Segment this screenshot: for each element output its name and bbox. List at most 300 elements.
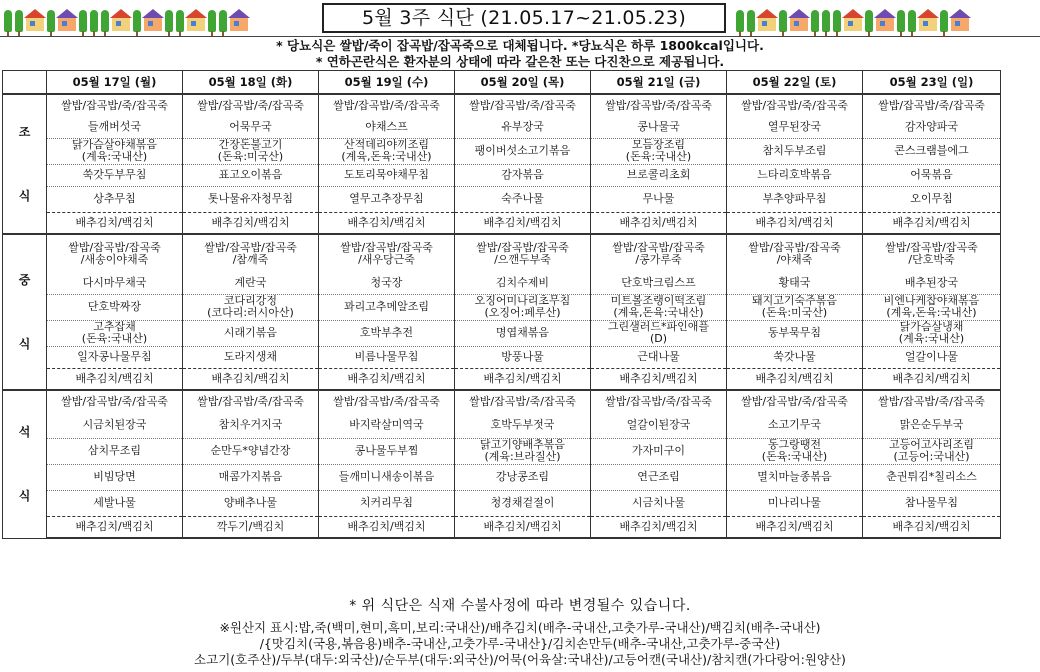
house-icon: [758, 17, 776, 31]
menu-cell: [183, 368, 319, 390]
menu-item: 배추김치/백김치: [483, 371, 562, 385]
menu-cell: [183, 138, 319, 164]
meal-label-char: 중: [18, 273, 31, 287]
menu-cell: [455, 212, 591, 234]
menu-item-line: 모듬장조림: [631, 138, 686, 151]
menu-item: 쑥갓두부무침: [82, 168, 147, 181]
house-icon: [58, 17, 76, 31]
menu-item: 일자콩나물무침: [77, 350, 152, 363]
menu-item: 도토리묵야채무침: [343, 168, 429, 181]
menu-item-line: (계육,돈육:국내산): [341, 150, 432, 163]
menu-item: 배추김치/백김치: [347, 215, 426, 229]
header-divider: [0, 36, 1040, 37]
menu-item-line: 돼지고기숙주볶음: [751, 294, 837, 307]
menu-item-line: (오징어:페루산): [484, 306, 561, 319]
menu-item: 배추김치/백김치: [892, 519, 971, 533]
menu-item: 배추김치/백김치: [75, 371, 154, 385]
menu-cell: [183, 438, 319, 464]
house-icon: [230, 17, 248, 31]
menu-cell: [47, 368, 183, 390]
menu-cell: [183, 516, 319, 538]
menu-row: [3, 464, 1001, 490]
menu-item: 쌀밥/잡곡밥/죽/잡곡죽: [469, 394, 576, 408]
menu-item: 김치수제비: [495, 275, 550, 289]
origin-line: ※원산지 표시:밥,죽(백미,현미,흑미,보리:국내산)/배추김치(배추-국내산,고춧가루-국내산)/백김치(배추-국내산): [219, 620, 821, 635]
menu-item: 배추김치/백김치: [619, 371, 698, 385]
menu-item-line: (계육,돈육:국내산): [613, 306, 704, 319]
meal-label-dinner: [3, 390, 47, 538]
meal-label-char: 식: [18, 337, 31, 351]
menu-cell: [591, 164, 727, 186]
menu-item: 단호박짜장: [87, 300, 142, 313]
menu-cell: [591, 412, 727, 438]
menu-item-line: 쌀밥/잡곡밥/잡곡죽: [612, 240, 705, 254]
menu-row: [3, 138, 1001, 164]
menu-item: 시금치된장국: [82, 417, 147, 431]
tree-icon: [833, 10, 841, 32]
menu-cell: [183, 94, 319, 116]
meal-label-char: [3, 140, 46, 156]
menu-item-line: /콩가루죽: [635, 252, 682, 266]
menu-cell: [319, 438, 455, 464]
menu-item: 감자볶음: [501, 168, 544, 181]
menu-item: 청국장: [370, 275, 403, 289]
menu-cell: [47, 212, 183, 234]
menu-cell: [455, 438, 591, 464]
menu-row: [3, 368, 1001, 390]
menu-cell: [455, 490, 591, 516]
tree-icon: [208, 10, 216, 32]
menu-row: [3, 94, 1001, 116]
menu-cell: [591, 390, 727, 412]
menu-cell: [47, 138, 183, 164]
menu-item: 감자양파국: [904, 119, 959, 133]
menu-item: 세발나물: [93, 496, 136, 509]
house-icon: [187, 17, 205, 31]
menu-item: 열무고추장무침: [349, 192, 424, 205]
menu-cell: [727, 272, 863, 294]
day-header: 05월 18일 (화): [183, 71, 319, 95]
menu-item: 쌀밥/잡곡밥/죽/잡곡죽: [605, 98, 712, 112]
menu-cell: [863, 346, 1001, 368]
menu-item: 쌀밥/잡곡밥/죽/잡곡죽: [333, 98, 440, 112]
menu-item: 부추양파무침: [762, 192, 827, 205]
menu-cell: [455, 234, 591, 272]
menu-cell: [863, 294, 1001, 320]
menu-cell: [47, 438, 183, 464]
menu-item: 배추김치/백김치: [755, 519, 834, 533]
meal-label-char: [3, 440, 46, 456]
menu-cell: [183, 294, 319, 320]
menu-item: 들깨버섯국: [87, 119, 142, 133]
menu-cell: [47, 464, 183, 490]
menu-cell: [727, 516, 863, 538]
day-header: 05월 17일 (월): [47, 71, 183, 95]
menu-row: [3, 320, 1001, 346]
menu-item-line: 미트볼조랭이떡조림: [610, 294, 707, 307]
meal-label-char: [3, 172, 46, 188]
menu-cell: [455, 516, 591, 538]
menu-item-line: 쌀밥/잡곡밥/잡곡죽: [68, 240, 161, 254]
menu-cell: [863, 138, 1001, 164]
menu-cell: [591, 138, 727, 164]
menu-cell: [591, 272, 727, 294]
tree-icon: [133, 10, 141, 32]
menu-item: 쌀밥/잡곡밥/죽/잡곡죽: [61, 98, 168, 112]
tree-icon: [219, 10, 227, 32]
menu-item-line: 비엔나케찹야채볶음: [883, 294, 980, 307]
menu-row: [3, 346, 1001, 368]
menu-item-line: 쌀밥/잡곡밥/잡곡죽: [885, 240, 978, 254]
tree-icon: [101, 10, 109, 32]
menu-item: 얼갈이나물: [904, 350, 959, 363]
menu-cell: [183, 412, 319, 438]
menu-cell: [183, 186, 319, 212]
menu-row: [3, 294, 1001, 320]
tree-icon: [90, 10, 98, 32]
menu-item: 배추김치/백김치: [75, 215, 154, 229]
menu-item: 쌀밥/잡곡밥/죽/잡곡죽: [605, 394, 712, 408]
menu-cell: [455, 390, 591, 412]
menu-item: 치커리무침: [359, 496, 414, 509]
menu-item: 참나물무침: [904, 496, 959, 509]
menu-item: 상추무침: [93, 192, 136, 205]
menu-cell: [863, 116, 1001, 138]
menu-item: 쌀밥/잡곡밥/죽/잡곡죽: [878, 394, 985, 408]
menu-cell: [455, 138, 591, 164]
menu-cell: [863, 438, 1001, 464]
menu-item: 어묵무국: [229, 119, 272, 133]
menu-cell: [319, 516, 455, 538]
menu-item-line: 쌀밥/잡곡밥/잡곡죽: [204, 240, 297, 254]
menu-item: 콩나물국: [637, 119, 680, 133]
menu-cell: [47, 164, 183, 186]
menu-cell: [455, 94, 591, 116]
tree-icon: [176, 10, 184, 32]
menu-item: 배추김치/백김치: [892, 215, 971, 229]
menu-item-line: 닭고기양배추볶음: [479, 438, 565, 451]
menu-item: 방풍나물: [501, 350, 544, 363]
menu-item: 톳나물유자청무침: [207, 192, 293, 205]
menu-cell: [319, 412, 455, 438]
menu-item: 미나리나물: [767, 496, 822, 509]
menu-cell: [727, 390, 863, 412]
menu-cell: [863, 212, 1001, 234]
menu-item: 쌀밥/잡곡밥/죽/잡곡죽: [878, 98, 985, 112]
tree-icon: [822, 10, 830, 32]
menu-row: [3, 234, 1001, 272]
day-header: 05월 23일 (일): [863, 71, 1001, 95]
menu-cell: [455, 294, 591, 320]
menu-item-line: 코다리강정: [223, 294, 278, 307]
corner-cell: [3, 71, 47, 95]
menu-item: 강낭콩조림: [495, 470, 550, 483]
menu-item: 야채스프: [365, 119, 408, 133]
menu-item: 매콤가지볶음: [218, 470, 283, 483]
menu-cell: [319, 490, 455, 516]
menu-item-line: (돈육:국내산): [625, 150, 692, 163]
menu-cell: [863, 412, 1001, 438]
menu-item-line: 간장돈불고기: [218, 138, 283, 151]
menu-cell: [727, 490, 863, 516]
menu-cell: [727, 464, 863, 490]
menu-item-line: (고등어:국내산): [893, 450, 970, 463]
menu-cell: [863, 390, 1001, 412]
menu-cell: [727, 346, 863, 368]
menu-row: [3, 490, 1001, 516]
menu-cell: [183, 234, 319, 272]
menu-row: [3, 186, 1001, 212]
page-title: 5월 3주 식단 (21.05.17~21.05.23): [322, 3, 726, 33]
menu-cell: [183, 390, 319, 412]
menu-item: 시래기볶음: [223, 326, 278, 339]
menu-cell: [863, 516, 1001, 538]
menu-item: 호박부추전: [359, 326, 414, 339]
menu-cell: [591, 116, 727, 138]
menu-item: 배추김치/백김치: [483, 215, 562, 229]
menu-cell: [319, 346, 455, 368]
meal-label-breakfast: [3, 94, 47, 234]
menu-item: 양배추나물: [223, 496, 278, 509]
menu-item: 배추김치/백김치: [211, 215, 290, 229]
menu-item: 콘스크램블에그: [894, 144, 969, 157]
menu-cell: [727, 368, 863, 390]
menu-cell: [591, 212, 727, 234]
day-header-row: [3, 71, 1001, 95]
menu-cell: [455, 368, 591, 390]
menu-item: 멸치마늘종볶음: [757, 470, 832, 483]
menu-cell: [863, 272, 1001, 294]
menu-cell: [591, 234, 727, 272]
tree-icon: [865, 10, 873, 32]
menu-item: 팽이버섯소고기볶음: [474, 144, 571, 157]
menu-cell: [319, 464, 455, 490]
menu-cell: [319, 368, 455, 390]
meal-label-char: 식: [18, 189, 31, 203]
meal-label-char: [3, 320, 46, 336]
menu-cell: [183, 346, 319, 368]
menu-item: 오이무침: [910, 192, 953, 205]
menu-item-line: /단호박죽: [908, 252, 955, 266]
menu-item-line: (계육:국내산): [898, 332, 965, 345]
menu-row: [3, 272, 1001, 294]
menu-item: 가자미구이: [631, 444, 686, 457]
tree-icon: [747, 10, 755, 32]
origin-info: [0, 620, 1040, 668]
menu-cell: [591, 294, 727, 320]
menu-table: [2, 70, 1001, 539]
menu-cell: [727, 320, 863, 346]
menu-cell: [319, 212, 455, 234]
notice-line: * 연하곤란식은 환자분의 상태에 따라 갈은찬 또는 다진찬으로 제공됩니다.: [315, 54, 725, 69]
menu-cell: [319, 390, 455, 412]
menu-cell: [47, 412, 183, 438]
tree-icon: [908, 10, 916, 32]
menu-item-line: 고등어고사리조림: [888, 438, 974, 451]
menu-cell: [727, 234, 863, 272]
meal-label-char: 석: [18, 425, 31, 440]
menu-cell: [863, 164, 1001, 186]
menu-cell: [727, 186, 863, 212]
menu-item: 쑥갓나물: [773, 350, 816, 363]
menu-item: 콩나물두부찜: [354, 444, 419, 457]
menu-cell: [319, 116, 455, 138]
menu-item: 들깨미니새송이볶음: [338, 470, 435, 483]
menu-item-line: (돈육:미국산): [217, 150, 284, 163]
menu-cell: [319, 164, 455, 186]
menu-cell: [863, 320, 1001, 346]
menu-item: 근대나물: [637, 350, 680, 363]
menu-item-line: 산적데리야끼조림: [343, 138, 429, 151]
meal-label-lunch: [3, 234, 47, 390]
menu-cell: [591, 186, 727, 212]
menu-item-line: /으깬두부죽: [494, 252, 551, 266]
menu-item-line: 오징어미나리초무침: [474, 294, 571, 307]
menu-item-line: 쌀밥/잡곡밥/잡곡죽: [476, 240, 569, 254]
menu-cell: [183, 272, 319, 294]
menu-cell: [863, 464, 1001, 490]
tree-icon: [897, 10, 905, 32]
menu-item: 배추김치/백김치: [347, 371, 426, 385]
menu-cell: [455, 412, 591, 438]
menu-item: 비름나물무침: [354, 350, 419, 363]
header-banner: [0, 0, 1040, 38]
menu-item-line: 닭가슴살야채볶음: [71, 138, 157, 151]
menu-item-line: /새송이야채죽: [80, 252, 149, 266]
menu-item: 동부묵무침: [767, 326, 822, 339]
menu-item: 연근조림: [637, 470, 680, 483]
menu-cell: [727, 412, 863, 438]
menu-cell: [47, 390, 183, 412]
menu-cell: [319, 320, 455, 346]
menu-cell: [455, 464, 591, 490]
menu-item: 배추김치/백김치: [347, 519, 426, 533]
house-icon: [144, 17, 162, 31]
house-icon: [26, 17, 44, 31]
menu-cell: [183, 464, 319, 490]
menu-item-line: 동그랑땡전: [767, 438, 822, 451]
menu-cell: [319, 138, 455, 164]
menu-item: 브로콜리초회: [626, 168, 691, 181]
menu-item: 쌀밥/잡곡밥/죽/잡곡죽: [197, 394, 304, 408]
menu-item: 쌀밥/잡곡밥/죽/잡곡죽: [333, 394, 440, 408]
menu-cell: [727, 138, 863, 164]
menu-cell: [47, 94, 183, 116]
menu-item: 배추김치/백김치: [619, 519, 698, 533]
menu-cell: [863, 368, 1001, 390]
menu-cell: [591, 94, 727, 116]
meal-label-char: [3, 304, 46, 320]
menu-item-line: (D): [649, 332, 668, 345]
menu-cell: [727, 94, 863, 116]
menu-item: 배추김치/백김치: [755, 371, 834, 385]
notice-line: * 당뇨식은 쌀밥/죽이 잡곡밥/잡곡죽으로 대체됩니다. *당뇨식은 하루 1800kcal입니다.: [276, 38, 764, 53]
menu-item: 시금치나물: [631, 496, 686, 509]
menu-cell: [591, 346, 727, 368]
menu-item: 소고기무국: [767, 417, 822, 431]
meal-label-char: [3, 456, 46, 472]
menu-row: [3, 438, 1001, 464]
day-header: 05월 22일 (토): [727, 71, 863, 95]
tree-icon: [811, 10, 819, 32]
menu-item: 참치우거지국: [218, 417, 283, 431]
menu-item: 도라지생채: [223, 350, 278, 363]
menu-item-line: (코다리:러시아산): [207, 306, 294, 319]
tree-icon: [940, 10, 948, 32]
meal-label-char: [3, 156, 46, 172]
menu-cell: [183, 212, 319, 234]
tree-icon: [79, 10, 87, 32]
menu-cell: [863, 186, 1001, 212]
menu-item: 어묵볶음: [910, 168, 953, 181]
menu-item-line: 쌀밥/잡곡밥/잡곡죽: [340, 240, 433, 254]
menu-cell: [455, 320, 591, 346]
decoration-right: [736, 2, 1036, 32]
menu-item: 순만두*양념간장: [210, 444, 291, 457]
menu-cell: [591, 490, 727, 516]
menu-item-line: 닭가슴살냉채: [899, 320, 964, 333]
menu-cell: [455, 164, 591, 186]
notice: [0, 38, 1040, 70]
menu-item: 삼치무조림: [87, 444, 142, 457]
menu-cell: [863, 94, 1001, 116]
menu-cell: [47, 346, 183, 368]
menu-cell: [47, 234, 183, 272]
menu-item: 깍두기/백김치: [216, 519, 285, 533]
menu-item: 배추김치/백김치: [483, 519, 562, 533]
menu-item: 배추김치/백김치: [755, 215, 834, 229]
tree-icon: [47, 10, 55, 32]
menu-item: 쌀밥/잡곡밥/죽/잡곡죽: [741, 98, 848, 112]
menu-item-line: 쌀밥/잡곡밥/잡곡죽: [748, 240, 841, 254]
menu-item: 단호박크림스프: [621, 275, 696, 289]
menu-cell: [863, 490, 1001, 516]
menu-cell: [183, 490, 319, 516]
menu-cell: [319, 272, 455, 294]
menu-item: 배추된장국: [904, 275, 959, 289]
menu-cell: [47, 116, 183, 138]
menu-row: [3, 212, 1001, 234]
menu-cell: [727, 212, 863, 234]
menu-item: 배추김치/백김치: [75, 519, 154, 533]
menu-cell: [727, 294, 863, 320]
menu-item: 쌀밥/잡곡밥/죽/잡곡죽: [61, 394, 168, 408]
tree-icon: [736, 10, 744, 32]
menu-item: 비빔당면: [93, 470, 136, 483]
menu-cell: [47, 320, 183, 346]
menu-row: [3, 412, 1001, 438]
menu-cell: [455, 116, 591, 138]
menu-cell: [183, 116, 319, 138]
meal-label-char: [3, 472, 46, 488]
menu-row: [3, 164, 1001, 186]
tree-icon: [15, 10, 23, 32]
menu-item-line: /새우당근죽: [358, 252, 415, 266]
menu-item: 꽈리고추메알조림: [343, 300, 429, 313]
menu-item: 배추김치/백김치: [211, 371, 290, 385]
house-icon: [951, 17, 969, 31]
menu-item: 청경채겉절이: [490, 496, 555, 509]
menu-cell: [47, 272, 183, 294]
menu-row: [3, 116, 1001, 138]
menu-cell: [319, 186, 455, 212]
menu-item: 얼갈이된장국: [626, 417, 691, 431]
menu-cell: [47, 490, 183, 516]
menu-cell: [727, 164, 863, 186]
origin-line: 소고기(호주산)/두부(대두:외국산)/순두부(대두:외국산)/어묵(어육살:국내산)/고등어캔(국내산)/참치캔(가다랑어:원양산): [194, 652, 846, 667]
menu-item-line: /야채죽: [776, 252, 813, 266]
day-header: 05월 20일 (목): [455, 71, 591, 95]
